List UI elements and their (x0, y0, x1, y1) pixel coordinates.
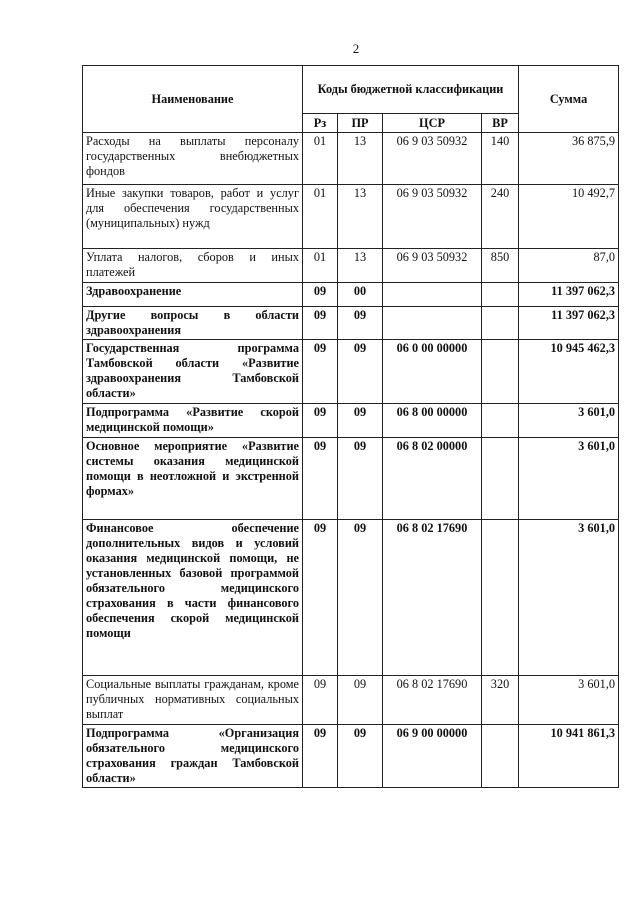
row-rz-cell: 09 (303, 340, 338, 404)
row-name-cell: Иные закупки товаров, работ и услуг для обеспечения государственных (муниципальных) нужд (83, 185, 303, 249)
row-rz-cell: 01 (303, 249, 338, 283)
row-name-cell: Основное мероприятие «Развитие системы оказания медицинской помощи в неотложной и экстренной формах» (83, 438, 303, 520)
row-csr-cell: 06 9 00 00000 (383, 725, 482, 788)
row-name-cell: Подпрограмма «Организация обязательного медицинского страхования граждан Тамбовской области» (83, 725, 303, 788)
row-pr-cell: 09 (338, 725, 383, 788)
table-row (83, 404, 619, 438)
row-vr-cell (482, 725, 519, 788)
row-pr-cell: 09 (338, 520, 383, 676)
header-csr: ЦСР (383, 114, 482, 133)
row-pr-cell: 09 (338, 307, 383, 340)
row-csr-cell: 06 8 02 17690 (383, 676, 482, 725)
header-name: Наименование (83, 66, 303, 133)
row-rz-cell: 09 (303, 283, 338, 307)
row-name-cell: Здравоохранение (83, 283, 303, 307)
row-pr-cell: 09 (338, 340, 383, 404)
row-csr-cell (383, 307, 482, 340)
row-vr-cell (482, 404, 519, 438)
table-row (83, 283, 619, 307)
row-sum-cell: 3 601,0 (519, 520, 619, 676)
row-pr-cell: 13 (338, 185, 383, 249)
row-csr-cell: 06 9 03 50932 (383, 185, 482, 249)
row-name-cell: Подпрограмма «Развитие скорой медицинской помощи» (83, 404, 303, 438)
row-sum-cell: 11 397 062,3 (519, 307, 619, 340)
row-pr-cell: 00 (338, 283, 383, 307)
table-row (83, 185, 619, 249)
row-csr-cell: 06 9 03 50932 (383, 133, 482, 185)
table-body (83, 133, 619, 788)
row-name-cell: Финансовое обеспечение дополнительных видов и условий оказания медицинской помощи, не установленных базовой программой обязательного медицинского страхования в части финансового обеспечения скорой медицинской помощи (83, 520, 303, 676)
row-vr-cell: 850 (482, 249, 519, 283)
header-codes: Коды бюджетной классификации (303, 66, 519, 114)
row-csr-cell: 06 8 00 00000 (383, 404, 482, 438)
row-rz-cell: 09 (303, 676, 338, 725)
row-vr-cell (482, 438, 519, 520)
row-rz-cell: 09 (303, 520, 338, 676)
table-row (83, 725, 619, 788)
table-row (83, 307, 619, 340)
row-sum-cell: 3 601,0 (519, 676, 619, 725)
row-sum-cell: 87,0 (519, 249, 619, 283)
table-row (83, 249, 619, 283)
table-row (83, 676, 619, 725)
table-row (83, 340, 619, 404)
row-pr-cell: 13 (338, 133, 383, 185)
row-sum-cell: 3 601,0 (519, 404, 619, 438)
page-number: 2 (352, 41, 360, 56)
row-sum-cell: 10 945 462,3 (519, 340, 619, 404)
row-csr-cell (383, 283, 482, 307)
row-vr-cell: 320 (482, 676, 519, 725)
table-row (83, 133, 619, 185)
row-vr-cell (482, 340, 519, 404)
row-vr-cell: 140 (482, 133, 519, 185)
row-rz-cell: 09 (303, 438, 338, 520)
header-vr: ВР (482, 114, 519, 133)
row-rz-cell: 01 (303, 133, 338, 185)
row-name-cell: Социальные выплаты гражданам, кроме публичных нормативных социальных выплат (83, 676, 303, 725)
header-pr: ПР (338, 114, 383, 133)
row-rz-cell: 09 (303, 404, 338, 438)
row-rz-cell: 09 (303, 307, 338, 340)
row-rz-cell: 09 (303, 725, 338, 788)
row-name-cell: Расходы на выплаты персоналу государственных внебюджетных фондов (83, 133, 303, 185)
row-pr-cell: 09 (338, 438, 383, 520)
row-pr-cell: 13 (338, 249, 383, 283)
row-name-cell: Уплата налогов, сборов и иных платежей (83, 249, 303, 283)
row-sum-cell: 11 397 062,3 (519, 283, 619, 307)
row-pr-cell: 09 (338, 404, 383, 438)
row-csr-cell: 06 0 00 00000 (383, 340, 482, 404)
header-sum: Сумма (519, 66, 619, 133)
row-vr-cell: 240 (482, 185, 519, 249)
row-name-cell: Государственная программа Тамбовской области «Развитие здравоохранения Тамбовской области» (83, 340, 303, 404)
row-vr-cell (482, 283, 519, 307)
row-csr-cell: 06 8 02 17690 (383, 520, 482, 676)
row-sum-cell: 10 941 861,3 (519, 725, 619, 788)
row-pr-cell: 09 (338, 676, 383, 725)
row-csr-cell: 06 8 02 00000 (383, 438, 482, 520)
row-rz-cell: 01 (303, 185, 338, 249)
table-row (83, 438, 619, 520)
row-csr-cell: 06 9 03 50932 (383, 249, 482, 283)
row-sum-cell: 10 492,7 (519, 185, 619, 249)
row-sum-cell: 36 875,9 (519, 133, 619, 185)
row-vr-cell (482, 520, 519, 676)
table-row (83, 520, 619, 676)
budget-table (82, 65, 619, 788)
row-vr-cell (482, 307, 519, 340)
row-sum-cell: 3 601,0 (519, 438, 619, 520)
row-name-cell: Другие вопросы в области здравоохранения (83, 307, 303, 340)
header-rz: Рз (303, 114, 338, 133)
